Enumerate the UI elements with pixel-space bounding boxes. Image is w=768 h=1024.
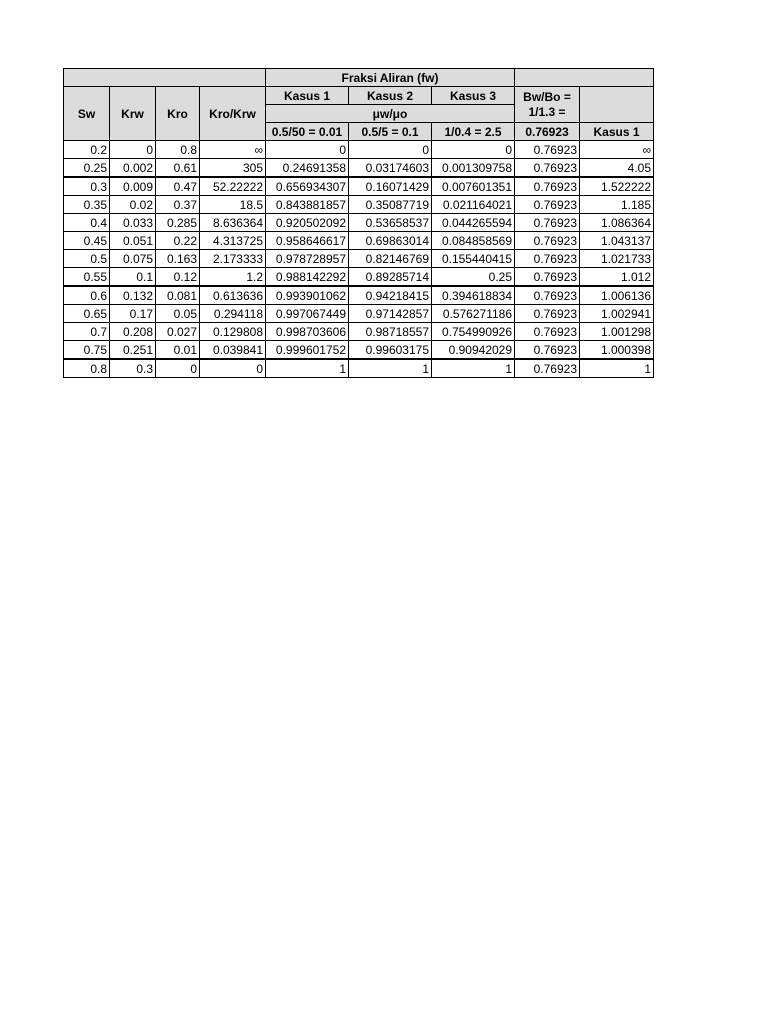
krw-cell[interactable]: 0.1 bbox=[110, 268, 156, 287]
kro-krw-cell[interactable]: 0.613636 bbox=[200, 286, 266, 305]
kasus1-result-cell[interactable]: 1.043137 bbox=[580, 232, 654, 250]
kasus2-header[interactable]: Kasus 2 bbox=[349, 87, 432, 105]
krw-cell[interactable]: 0.02 bbox=[110, 196, 156, 214]
kasus1-result-cell[interactable]: 1 bbox=[580, 359, 654, 378]
bw-bo-cell[interactable]: 0.76923 bbox=[515, 305, 580, 323]
kro-krw-cell[interactable]: 305 bbox=[200, 159, 266, 178]
kro-krw-cell[interactable]: 4.313725 bbox=[200, 232, 266, 250]
fw-kasus3-cell[interactable]: 0.084858569 bbox=[432, 232, 515, 250]
fw-kasus3-cell[interactable]: 0.155440415 bbox=[432, 250, 515, 268]
kasus1-result-cell[interactable]: 1.522222 bbox=[580, 177, 654, 196]
table-row bbox=[64, 159, 654, 178]
fw-kasus3-cell[interactable]: 0.394618834 bbox=[432, 286, 515, 305]
sw-cell[interactable]: 0.45 bbox=[64, 232, 110, 250]
kro-cell[interactable]: 0.37 bbox=[156, 196, 200, 214]
kasus1-result-cell[interactable]: 1.185 bbox=[580, 196, 654, 214]
header-row-2 bbox=[64, 87, 654, 105]
fw-kasus3-cell[interactable]: 0.001309758 bbox=[432, 159, 515, 178]
sw-cell[interactable]: 0.2 bbox=[64, 141, 110, 159]
krw-cell[interactable]: 0.17 bbox=[110, 305, 156, 323]
kasus1-header[interactable]: Kasus 1 bbox=[266, 87, 349, 105]
table-row bbox=[64, 268, 654, 287]
kasus1-result-cell[interactable]: 4.05 bbox=[580, 159, 654, 178]
fw-kasus3-cell[interactable]: 1 bbox=[432, 359, 515, 378]
bw-bo-value-header[interactable]: 0.76923 bbox=[515, 123, 580, 141]
fw-kasus1-cell[interactable]: 0.24691358 bbox=[266, 159, 349, 178]
fw-kasus1-cell[interactable]: 0.997067449 bbox=[266, 305, 349, 323]
kro-krw-cell[interactable]: 1.2 bbox=[200, 268, 266, 287]
kro-cell[interactable]: 0.027 bbox=[156, 323, 200, 341]
viscosity-ratio-header[interactable]: μw/μo bbox=[266, 105, 515, 123]
sw-cell[interactable]: 0.75 bbox=[64, 341, 110, 360]
fw-kasus2-cell[interactable]: 0 bbox=[349, 141, 432, 159]
kasus1-result-cell[interactable]: ∞ bbox=[580, 141, 654, 159]
fw-kasus3-cell[interactable]: 0 bbox=[432, 141, 515, 159]
kro-krw-cell[interactable]: 18.5 bbox=[200, 196, 266, 214]
kasus1-result-cell[interactable]: 1.012 bbox=[580, 268, 654, 287]
header-blank-cell-right[interactable] bbox=[515, 69, 654, 87]
table-row bbox=[64, 341, 654, 360]
kro-header[interactable]: Kro bbox=[156, 87, 200, 141]
fw-kasus1-cell[interactable]: 0.999601752 bbox=[266, 341, 349, 360]
sw-cell[interactable]: 0.55 bbox=[64, 268, 110, 287]
header-blank-cell[interactable] bbox=[64, 69, 266, 87]
bw-bo-cell[interactable]: 0.76923 bbox=[515, 196, 580, 214]
group-title-cell[interactable]: Fraksi Aliran (fw) bbox=[266, 69, 515, 87]
bw-bo-cell[interactable]: 0.76923 bbox=[515, 232, 580, 250]
bw-bo-line1: Bw/Bo = bbox=[523, 89, 571, 104]
fw-kasus1-cell[interactable]: 0.978728957 bbox=[266, 250, 349, 268]
bw-bo-cell[interactable]: 0.76923 bbox=[515, 159, 580, 178]
kasus1-result-cell[interactable]: 1.006136 bbox=[580, 286, 654, 305]
kro-cell[interactable]: 0.61 bbox=[156, 159, 200, 178]
kasus3-ratio-header[interactable]: 1/0.4 = 2.5 bbox=[432, 123, 515, 141]
kro-krw-cell[interactable]: ∞ bbox=[200, 141, 266, 159]
krw-cell[interactable]: 0.251 bbox=[110, 341, 156, 360]
kro-krw-cell[interactable]: 0.294118 bbox=[200, 305, 266, 323]
sw-cell[interactable]: 0.25 bbox=[64, 159, 110, 178]
kasus1-ratio-header[interactable]: 0.5/50 = 0.01 bbox=[266, 123, 349, 141]
kro-cell[interactable]: 0.47 bbox=[156, 177, 200, 196]
fw-kasus3-cell[interactable]: 0.044265594 bbox=[432, 214, 515, 232]
fw-kasus1-cell[interactable]: 0.988142292 bbox=[266, 268, 349, 287]
krw-cell[interactable]: 0.208 bbox=[110, 323, 156, 341]
fw-kasus1-cell[interactable]: 0.843881857 bbox=[266, 196, 349, 214]
krw-cell[interactable]: 0 bbox=[110, 141, 156, 159]
sw-cell[interactable]: 0.35 bbox=[64, 196, 110, 214]
kasus3-header[interactable]: Kasus 3 bbox=[432, 87, 515, 105]
krw-cell[interactable]: 0.051 bbox=[110, 232, 156, 250]
fw-kasus3-cell[interactable]: 0.25 bbox=[432, 268, 515, 287]
kasus1-result-cell[interactable]: 1.000398 bbox=[580, 341, 654, 360]
table-row bbox=[64, 177, 654, 196]
bw-bo-cell[interactable]: 0.76923 bbox=[515, 177, 580, 196]
sw-cell[interactable]: 0.5 bbox=[64, 250, 110, 268]
fw-kasus3-cell[interactable]: 0.021164021 bbox=[432, 196, 515, 214]
fw-kasus2-cell[interactable]: 0.99603175 bbox=[349, 341, 432, 360]
krw-cell[interactable]: 0.132 bbox=[110, 286, 156, 305]
table-row bbox=[64, 359, 654, 378]
fw-kasus3-cell[interactable]: 0.90942029 bbox=[432, 341, 515, 360]
bw-bo-header[interactable] bbox=[515, 87, 580, 123]
bw-bo-cell[interactable]: 0.76923 bbox=[515, 268, 580, 287]
table-row bbox=[64, 232, 654, 250]
sw-cell[interactable]: 0.6 bbox=[64, 286, 110, 305]
table-row bbox=[64, 286, 654, 305]
fw-kasus2-cell[interactable]: 0.53658537 bbox=[349, 214, 432, 232]
kro-cell[interactable]: 0.01 bbox=[156, 341, 200, 360]
table-row bbox=[64, 141, 654, 159]
fw-kasus2-cell[interactable]: 0.97142857 bbox=[349, 305, 432, 323]
kro-cell[interactable]: 0.8 bbox=[156, 141, 200, 159]
last-kasus1-header[interactable]: Kasus 1 bbox=[580, 123, 654, 141]
bw-bo-cell[interactable]: 0.76923 bbox=[515, 286, 580, 305]
kro-krw-cell[interactable]: 0.129808 bbox=[200, 323, 266, 341]
kasus1-result-cell[interactable]: 1.021733 bbox=[580, 250, 654, 268]
kro-krw-cell[interactable]: 0.039841 bbox=[200, 341, 266, 360]
bw-bo-cell[interactable]: 0.76923 bbox=[515, 250, 580, 268]
fw-kasus1-cell[interactable]: 1 bbox=[266, 359, 349, 378]
kro-cell[interactable]: 0.163 bbox=[156, 250, 200, 268]
kro-cell[interactable]: 0.05 bbox=[156, 305, 200, 323]
bw-bo-line2: 1/1.3 = bbox=[528, 104, 566, 119]
fw-kasus2-cell[interactable]: 1 bbox=[349, 359, 432, 378]
fw-kasus1-cell[interactable]: 0 bbox=[266, 141, 349, 159]
fw-kasus2-cell[interactable]: 0.94218415 bbox=[349, 286, 432, 305]
bw-bo-cell[interactable]: 0.76923 bbox=[515, 214, 580, 232]
table-row bbox=[64, 250, 654, 268]
fw-kasus2-cell[interactable]: 0.16071429 bbox=[349, 177, 432, 196]
table-row bbox=[64, 323, 654, 341]
fw-kasus1-cell[interactable]: 0.958646617 bbox=[266, 232, 349, 250]
kro-cell[interactable]: 0.081 bbox=[156, 286, 200, 305]
krw-cell[interactable]: 0.009 bbox=[110, 177, 156, 196]
kro-krw-cell[interactable]: 0 bbox=[200, 359, 266, 378]
fw-kasus2-cell[interactable]: 0.89285714 bbox=[349, 268, 432, 287]
krw-cell[interactable]: 0.033 bbox=[110, 214, 156, 232]
fw-kasus2-cell[interactable]: 0.82146769 bbox=[349, 250, 432, 268]
table-body bbox=[64, 141, 654, 378]
fw-kasus2-cell[interactable]: 0.03174603 bbox=[349, 159, 432, 178]
sw-cell[interactable]: 0.7 bbox=[64, 323, 110, 341]
fw-kasus1-cell[interactable]: 0.998703606 bbox=[266, 323, 349, 341]
kro-cell[interactable]: 0.22 bbox=[156, 232, 200, 250]
bw-bo-cell[interactable]: 0.76923 bbox=[515, 141, 580, 159]
krw-header[interactable]: Krw bbox=[110, 87, 156, 141]
sw-cell[interactable]: 0.3 bbox=[64, 177, 110, 196]
fw-kasus3-cell[interactable]: 0.007601351 bbox=[432, 177, 515, 196]
fw-kasus2-cell[interactable]: 0.98718557 bbox=[349, 323, 432, 341]
sw-cell[interactable]: 0.4 bbox=[64, 214, 110, 232]
krw-cell[interactable]: 0.075 bbox=[110, 250, 156, 268]
bw-bo-cell[interactable]: 0.76923 bbox=[515, 359, 580, 378]
krw-cell[interactable]: 0.3 bbox=[110, 359, 156, 378]
sw-cell[interactable]: 0.8 bbox=[64, 359, 110, 378]
fw-kasus1-cell[interactable]: 0.993901062 bbox=[266, 286, 349, 305]
kro-cell[interactable]: 0.12 bbox=[156, 268, 200, 287]
table-row bbox=[64, 305, 654, 323]
kro-krw-cell[interactable]: 52.22222 bbox=[200, 177, 266, 196]
table-row bbox=[64, 196, 654, 214]
krw-cell[interactable]: 0.002 bbox=[110, 159, 156, 178]
kasus2-ratio-header[interactable]: 0.5/5 = 0.1 bbox=[349, 123, 432, 141]
kro-cell[interactable]: 0.285 bbox=[156, 214, 200, 232]
kasus1-result-cell[interactable]: 1.002941 bbox=[580, 305, 654, 323]
bw-bo-cell[interactable]: 0.76923 bbox=[515, 341, 580, 360]
table-row bbox=[64, 214, 654, 232]
kro-krw-cell[interactable]: 8.636364 bbox=[200, 214, 266, 232]
fw-kasus2-cell[interactable]: 0.35087719 bbox=[349, 196, 432, 214]
kro-krw-cell[interactable]: 2.173333 bbox=[200, 250, 266, 268]
sw-header[interactable]: Sw bbox=[64, 87, 110, 141]
kro-krw-header[interactable]: Kro/Krw bbox=[200, 87, 266, 141]
spreadsheet-area bbox=[63, 68, 652, 378]
header-row-1 bbox=[64, 69, 654, 87]
fw-kasus3-cell[interactable]: 0.576271186 bbox=[432, 305, 515, 323]
sw-cell[interactable]: 0.65 bbox=[64, 305, 110, 323]
kasus1-result-cell[interactable]: 1.001298 bbox=[580, 323, 654, 341]
bw-bo-cell[interactable]: 0.76923 bbox=[515, 323, 580, 341]
fw-kasus1-cell[interactable]: 0.920502092 bbox=[266, 214, 349, 232]
fw-kasus3-cell[interactable]: 0.754990926 bbox=[432, 323, 515, 341]
kro-cell[interactable]: 0 bbox=[156, 359, 200, 378]
fw-kasus2-cell[interactable]: 0.69863014 bbox=[349, 232, 432, 250]
header-blank-last[interactable] bbox=[580, 87, 654, 123]
kasus1-result-cell[interactable]: 1.086364 bbox=[580, 214, 654, 232]
fw-kasus1-cell[interactable]: 0.656934307 bbox=[266, 177, 349, 196]
fractional-flow-table bbox=[63, 68, 654, 378]
